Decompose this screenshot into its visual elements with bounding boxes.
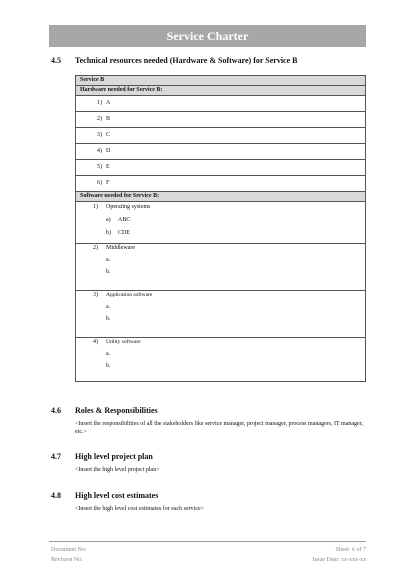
item-label: E: [106, 164, 110, 170]
section-body: <Insert the high level cost estimates for each service>: [75, 506, 205, 512]
section-body: <Insert the responsibilities of all the stakeholders like service manager, project manager, process managers, IT manager, etc.>: [75, 421, 363, 435]
section-title: Roles & Responsibilities: [75, 406, 158, 415]
resources-table: [75, 75, 366, 382]
item-label: Middleware: [106, 245, 135, 251]
hardware-row: [76, 96, 366, 112]
section-title: Technical resources needed (Hardware & Software) for Service B: [75, 56, 298, 65]
hardware-row: [76, 160, 366, 176]
hardware-row: [76, 176, 366, 192]
sub-item-label: a.: [106, 257, 111, 263]
footer-document-no: Document No:: [51, 547, 87, 553]
item-label: B: [106, 116, 111, 122]
section-title: High level project plan: [75, 452, 153, 461]
sub-item-number: a): [106, 217, 111, 223]
section-number: 4.8: [51, 491, 61, 500]
section-number: 4.6: [51, 406, 61, 415]
footer-revision-no: Revision No:: [51, 557, 83, 563]
hardware-row: [76, 144, 366, 160]
item-number: 5): [97, 164, 102, 170]
item-number: 4): [93, 339, 98, 345]
sub-item-label: a.: [106, 351, 111, 357]
sub-item-label: b.: [106, 316, 111, 322]
item-label: A: [106, 100, 111, 106]
item-label: D: [106, 148, 111, 154]
sub-item-label: a.: [106, 304, 111, 310]
item-label: F: [106, 180, 110, 186]
sub-item-label: b.: [106, 269, 111, 275]
section-number: 4.5: [51, 56, 61, 65]
sub-item-number: b): [106, 230, 111, 236]
item-label: C: [106, 132, 111, 138]
software-row: [76, 202, 366, 244]
item-number: 2): [93, 245, 98, 251]
software-header-cell: Software needed for Service B:: [76, 192, 366, 202]
item-number: 3): [97, 132, 102, 138]
hardware-header-cell: Hardware needed for Service B:: [76, 86, 366, 96]
item-number: 1): [97, 100, 102, 106]
section-title: High level cost estimates: [75, 491, 159, 500]
item-number: 4): [97, 148, 102, 154]
hardware-row: [76, 128, 366, 144]
item-number: 6): [97, 180, 102, 186]
sub-item-label: ABC: [118, 217, 131, 223]
item-label: Operating systems: [106, 204, 151, 210]
software-row: [76, 244, 366, 291]
item-label: Utility software: [106, 339, 141, 345]
sub-item-label: b.: [106, 363, 111, 369]
service-label-cell: Service B: [76, 76, 366, 86]
sub-item-label: CDE: [118, 230, 130, 236]
page-banner-title: Service Charter: [49, 25, 366, 47]
item-number: 2): [97, 116, 102, 122]
footer-issue-date: Issue Date: xx-xxx-xx: [312, 557, 366, 563]
footer-sheet: Sheet: 6 of 7: [335, 547, 366, 553]
software-row: [76, 338, 366, 382]
footer-divider: [49, 541, 366, 542]
item-label: Application software: [106, 292, 153, 298]
item-number: 1): [93, 204, 98, 210]
hardware-row: [76, 112, 366, 128]
software-row: [76, 291, 366, 338]
section-number: 4.7: [51, 452, 61, 461]
item-number: 3): [93, 292, 98, 298]
section-body: <Insert the high level project plan>: [75, 467, 160, 473]
